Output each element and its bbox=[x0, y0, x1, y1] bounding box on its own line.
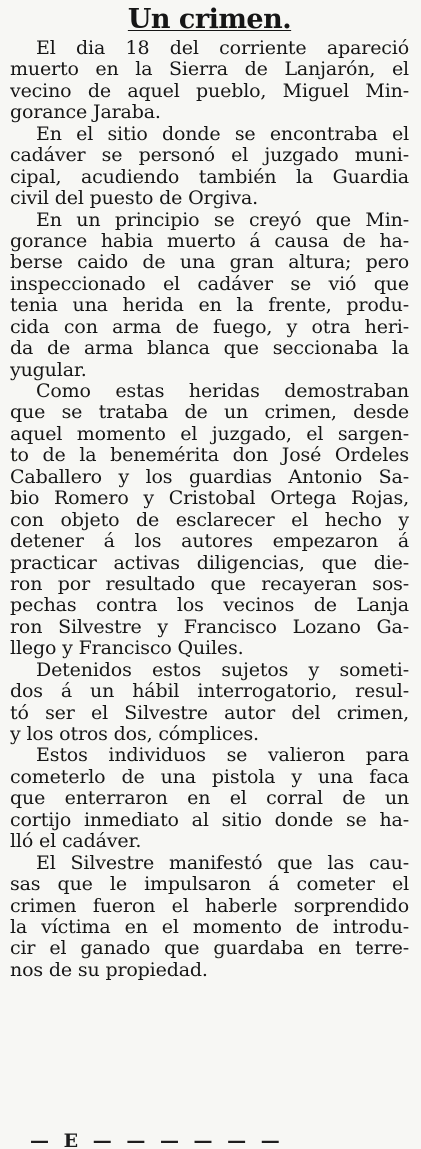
article-line: Estos individuos se valieron para bbox=[36, 745, 409, 767]
article-line: cipal, acudiendo también la Guardia bbox=[10, 166, 409, 188]
article-line: cir el ganado que guardaba en terre- bbox=[10, 938, 409, 960]
article-line: civil del puesto de Orgiva. bbox=[10, 188, 259, 210]
article-line: En un principio se creyó que Min- bbox=[36, 209, 409, 231]
article-line: muerto en la Sierra de Lanjarón, el bbox=[10, 59, 409, 81]
article-line: y los otros dos, cómplices. bbox=[10, 724, 259, 745]
article-line: inspeccionado el cadáver se vió que bbox=[10, 273, 409, 295]
article-line: Como estas heridas demostraban bbox=[36, 381, 409, 402]
article-line: El Silvestre manifestó que las cau- bbox=[36, 852, 409, 874]
article-line: El dia 18 del corriente apareció bbox=[36, 38, 409, 59]
article-line: bio Romero y Cristobal Ortega Rojas, bbox=[10, 488, 409, 510]
article-line: En el sitio donde se encontraba el bbox=[36, 123, 409, 145]
article-line: sas que le impulsaron á cometer el bbox=[10, 874, 409, 896]
article-title: Un crimen. bbox=[127, 4, 292, 35]
article-line: nos de su propiedad. bbox=[10, 959, 208, 981]
article-line: detener á los autores empezaron á bbox=[10, 531, 409, 553]
article-line: cometerlo de una pistola y una faca bbox=[10, 766, 409, 788]
article-line: ron Silvestre y Francisco Lozano Ga- bbox=[10, 616, 409, 638]
article-line: con objeto de esclarecer el hecho y bbox=[10, 509, 409, 531]
article-line: la víctima en el momento de introdu- bbox=[10, 916, 409, 938]
article-line: tó ser el Silvestre autor del crimen, bbox=[10, 702, 409, 724]
article-line: gorance Jaraba. bbox=[10, 102, 161, 124]
article-line: cida con arma de fuego, y otra heri- bbox=[10, 316, 409, 338]
article-line: vecino de aquel pueblo, Miguel Min- bbox=[10, 80, 409, 102]
article-line: Caballero y los guardias Antonio Sa- bbox=[10, 466, 409, 488]
article-line: aquel momento el juzgado, el sargen- bbox=[10, 423, 409, 445]
article-line: cortijo inmediato al sitio donde se ha- bbox=[10, 809, 409, 831]
article-line: ron por resultado que recayeran sos- bbox=[10, 573, 409, 595]
article-line: lló el cadáver. bbox=[10, 831, 142, 853]
article-line: que se trataba de un crimen, desde bbox=[10, 402, 409, 424]
article-line: dos á un hábil interrogatorio, resul- bbox=[10, 681, 409, 703]
article-line: yugular. bbox=[10, 359, 87, 381]
article-line: crimen fueron el haberle sorprendido bbox=[10, 895, 409, 917]
article-line: gorance habia muerto á causa de ha- bbox=[10, 230, 409, 252]
article-line: berse caido de una gran altura; pero bbox=[10, 252, 409, 274]
article-line: que enterraron en el corral de un bbox=[10, 788, 409, 810]
article-body bbox=[10, 38, 409, 981]
article-line: pechas contra los vecinos de Lanja bbox=[10, 595, 409, 617]
article-line: cadáver se personó el juzgado muni- bbox=[10, 145, 409, 167]
article-line: llego y Francisco Quiles. bbox=[10, 638, 244, 660]
article-line: to de la benemérita don José Ordeles bbox=[10, 445, 409, 467]
cut-off-next-article-fragment: — E — — — — — — bbox=[30, 1131, 284, 1149]
article-line: da de arma blanca que seccionaba la bbox=[10, 338, 409, 360]
article-line: practicar activas diligencias, que die- bbox=[10, 552, 409, 574]
article-line: Detenidos estos sujetos y someti- bbox=[36, 659, 409, 681]
article-line: tenia una herida en la frente, produ- bbox=[10, 295, 409, 317]
